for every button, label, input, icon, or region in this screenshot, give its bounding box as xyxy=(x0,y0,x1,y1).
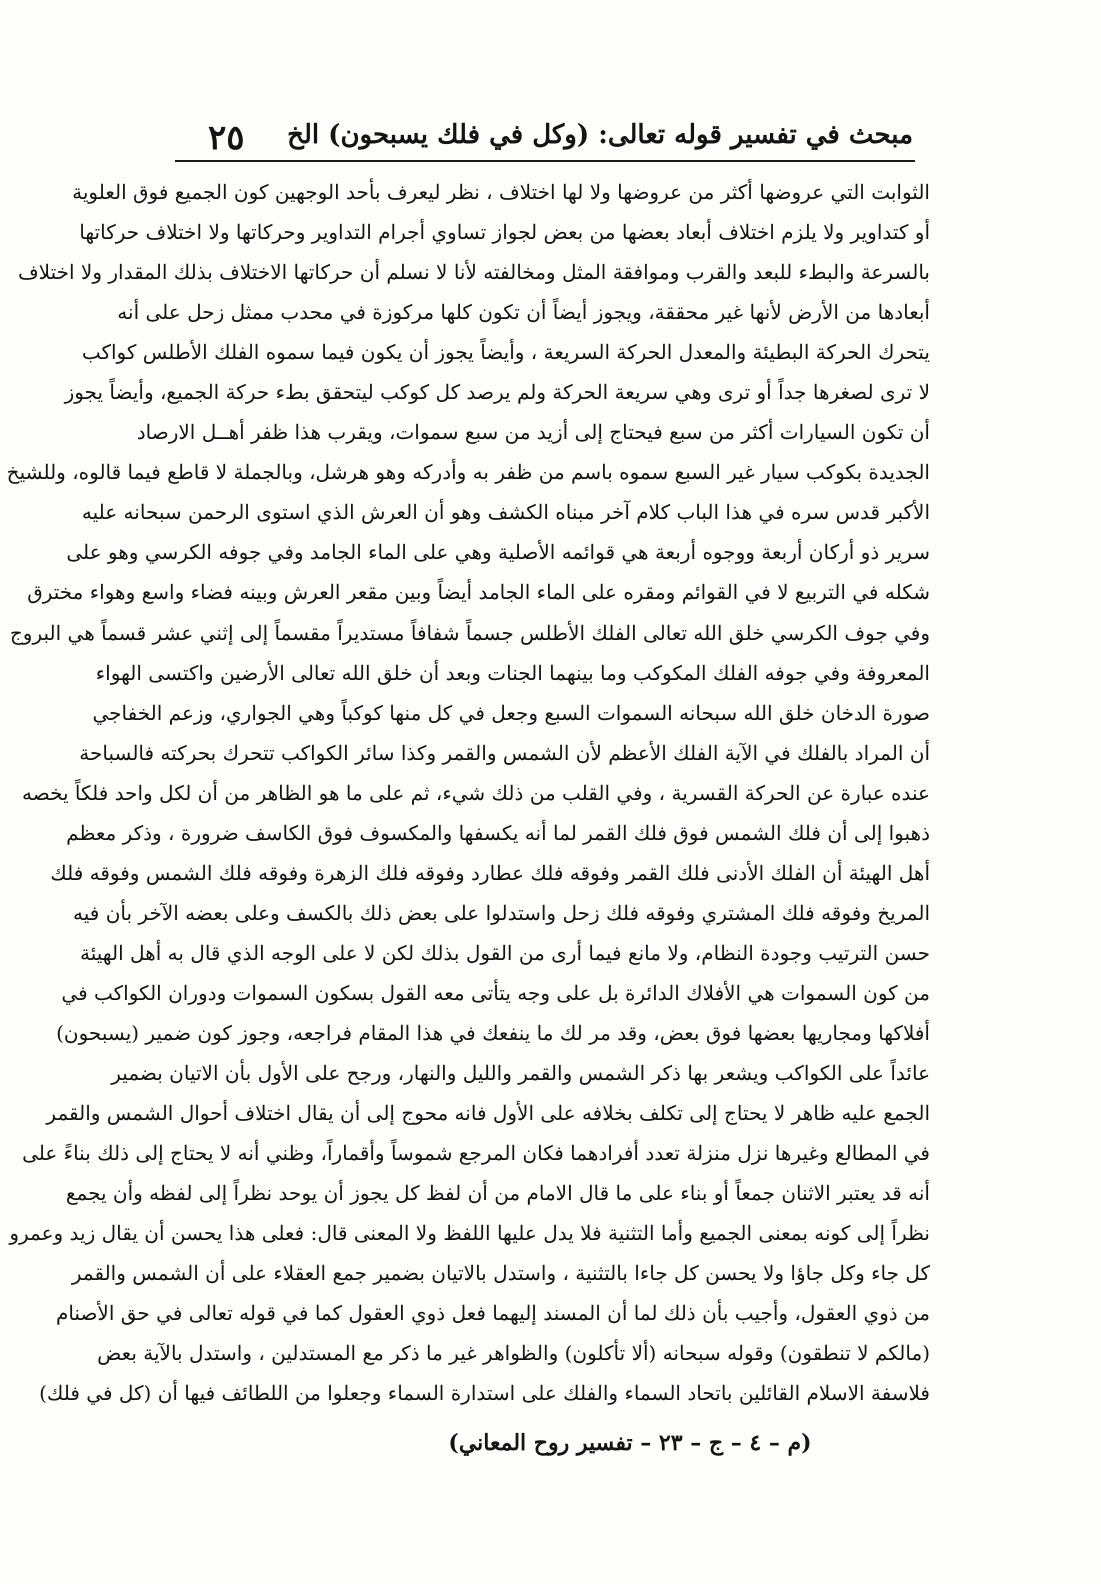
text-line: أفلاكها ومجاريها بعضها فوق بعض، وقد مر لك ما ينفعك في هذا المقام فراجعه، وجوز كون ضمير (يسبحون) xyxy=(56,1020,930,1045)
text-line: حسن الترتيب وجودة النظام، ولا مانع فيما أرى من القول بذلك لكن لا على الوجه الذي قال به أهل الهيئة xyxy=(80,940,930,965)
text-line: أن تكون السيارات أكثر من سبع فيحتاج إلى أزيد من سبع سموات، ويقرب هذا ظفر أهــل الارصاد xyxy=(136,420,930,445)
text-line: أهل الهيئة أن الفلك الأدنى فلك القمر وفوقه فلك عطارد وفوقه فلك الزهرة وفوقه فلك الشمس وفوقه فلك xyxy=(50,860,930,885)
text-line: عائداً على الكواكب ويشعر بها ذكر الشمس والقمر والليل والنهار، ورجح على الأول بأن الاتيان بضمير xyxy=(111,1061,930,1086)
text-line: صورة الدخان خلق الله سبحانه السموات السبع وجعل في كل منها كوكباً وهي الجواري، وزعم الخفاجي xyxy=(92,700,930,725)
text-line: سرير ذو أركان أربعة ووجوه أربعة هي قوائمه الأصلية وهي على الماء الجامد وفي جوفه الكرسي وهو على xyxy=(66,540,930,565)
text-line: بالسرعة والبطء للبعد والقرب وموافقة المثل ومخالفته لأنا لا نسلم أن حركاتها الاختلاف بذلك المقدار ولا اختلاف xyxy=(17,260,930,285)
text-line: في المطالع وغيرها نزل منزلة تعدد أفرادهما فكان المرجع شموساً وأقماراً، وظني أنه لا يحتاج إلى ذلك بناءً على xyxy=(22,1141,930,1166)
text-line: الجديدة بكوكب سيار غير السبع سموه باسم من ظفر به وأدركه وهو هرشل، وبالجملة لا قاطع فيما قالوه، وللشيخ xyxy=(6,460,930,485)
printer-signature: (م – ٤ – ج – ٢٣ – تفسير روح المعاني) xyxy=(448,1430,812,1456)
text-line: ذهبوا إلى أن فلك الشمس فوق فلك القمر لما أنه يكسفها والمكسوف فوق الكاسف ضرورة ، وذكر معظم xyxy=(66,820,930,845)
text-line: أن المراد بالفلك في الآية الفلك الأعظم لأن الشمس والقمر وكذا سائر الكواكب تتحرك بحركته فالسباحة xyxy=(79,740,930,765)
text-line: عنده عبارة عن الحركة القسرية ، وفي القلب من ذلك شيء، ثم على ما هو الظاهر من أن لكل واحد فلكاً يخصه xyxy=(22,780,930,805)
text-line: فلاسفة الاسلام القائلين باتحاد السماء والفلك على استدارة السماء وجعلوا من اللطائف فيها أن (كل في فلك) xyxy=(39,1381,930,1406)
page-number: ٢٥ xyxy=(208,118,245,158)
text-line: يتحرك الحركة البطيئة والمعدل الحركة السريعة ، وأيضاً يجوز أن يكون فيما سموه الفلك الأطلس كواكب xyxy=(81,340,930,365)
text-line: كل جاء وكل جاؤا ولا يحسن كل جاءا بالتثنية ، واستدل بالاتيان بضمير جمع العقلاء على أن الشمس والقمر xyxy=(71,1261,930,1286)
text-line: نظراً إلى كونه بمعنى الجميع وأما التثنية فلا يدل عليها اللفظ ولا المعنى قال: فعلى هذا يحسن أن يقال زيد وعمرو xyxy=(9,1221,930,1246)
text-line: أبعادها من الأرض لأنها غير محققة، ويجوز أيضاً أن تكون كلها مركوزة في محدب ممثل زحل على أنه xyxy=(117,300,930,325)
text-line: شكله في التربيع لا في القوائم ومقره على الماء الجامد أيضاً وبين مقعر العرش وبينه فضاء واسع وهواء مخترق xyxy=(27,580,930,605)
text-line: الجمع عليه ظاهر لا يحتاج إلى تكلف بخلافه على الأول فانه محوج إلى أن يقال اختلاف أحوال الشمس والقمر xyxy=(46,1101,930,1126)
text-line: المعروفة وفي جوفه الفلك المكوكب وما بينهما الجنات وبعد أن خلق الله تعالى الأرضين واكتسى الهواء xyxy=(95,660,930,685)
text-line: أو كتداوير ولا يلزم اختلاف أبعاد بعضها من بعض لجواز تساوي أجرام التداوير وحركاتها ولا اختلاف حركاتها xyxy=(79,220,930,245)
text-line: أنه قد يعتبر الاثنان جمعاً أو بناء على ما قال الامام من أن لفظ كل يجوز أن يوحد نظراً إلى لفظه وأن يجمع xyxy=(65,1181,930,1206)
text-line: وفي جوف الكرسي خلق الله تعالى الفلك الأطلس جسماً شفافاً مستديراً مقسماً إلى إثني عشر قسماً هي البروج xyxy=(9,620,930,645)
text-line: المريخ وفوقه فلك المشتري وفوقه فلك زحل واستدلوا على بعض ذلك بالكسف وعلى بعضه الآخر بأن فيه xyxy=(73,900,930,925)
text-line: الثوابت التي عروضها أكثر من عروضها ولا لها اختلاف ، نظر ليعرف بأحد الوجهين كون الجميع فوق العلوية xyxy=(72,180,930,204)
running-title: مبحث في تفسير قوله تعالى: (وكل في فلك يسبحون) الخ xyxy=(287,120,913,150)
text-line: الأكبر قدس سره في هذا الباب كلام آخر مبناه الكشف وهو أن العرش الذي استوى الرحمن سبحانه عليه xyxy=(81,500,930,525)
text-line: لا ترى لصغرها جداً أو ترى وهي سريعة الحركة ولم يرصد كل كوكب ليتحقق بطء حركة الجميع، وأيضاً يجوز xyxy=(64,380,930,405)
text-line: من ذوي العقول، وأجيب بأن ذلك لما أن المسند إليهما فعل ذوي العقول كما في قوله تعالى في حق الأصنام xyxy=(55,1301,930,1326)
text-line: (مالكم لا تنطقون) وقوله سبحانه (ألا تأكلون) والظواهر غير ما ذكر مع المستدلين ، واستدل بالآية بعض xyxy=(97,1341,930,1366)
running-header xyxy=(178,118,913,166)
body-text xyxy=(6,172,930,1413)
text-line: من كون السموات هي الأفلاك الدائرة بل على وجه يتأتى معه القول بسكون السموات ودوران الكواكب في xyxy=(61,980,930,1005)
header-divider xyxy=(175,160,915,162)
